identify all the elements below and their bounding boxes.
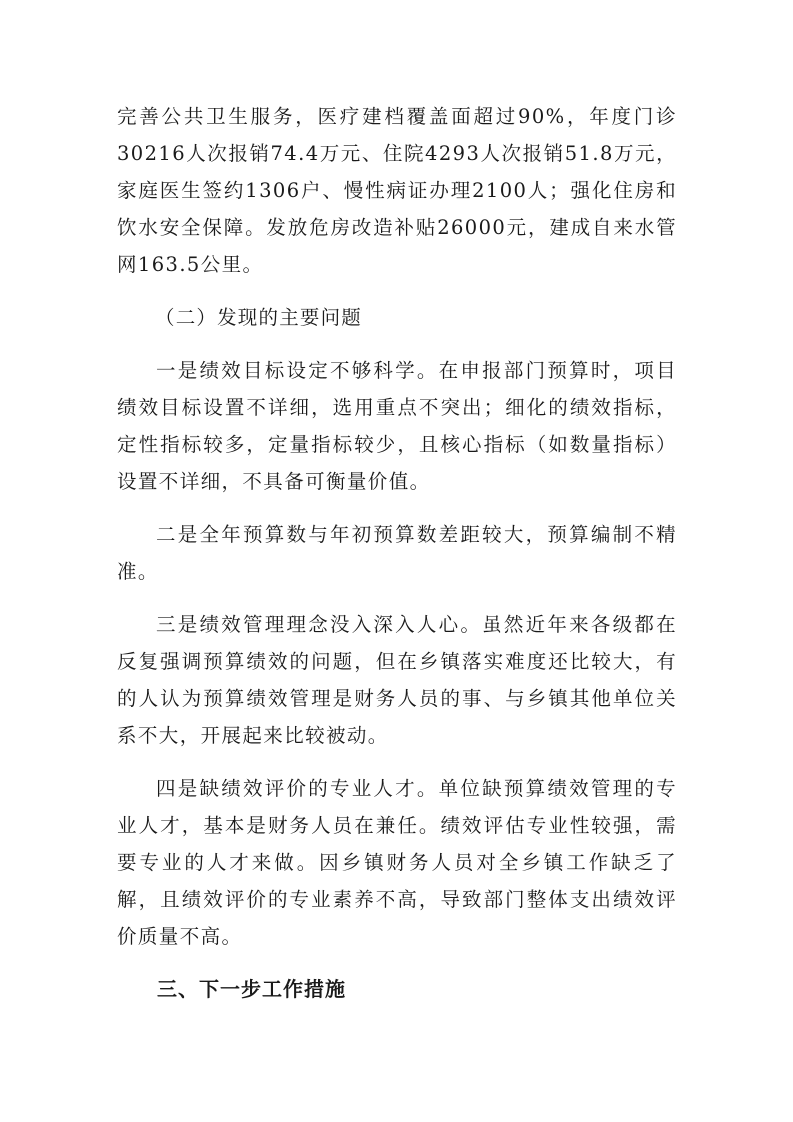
spacer <box>117 955 677 971</box>
section-heading-next-steps: 三、下一步工作措施 <box>157 977 346 1001</box>
spacer <box>117 500 677 516</box>
intro-paragraph: 完善公共卫生服务，医疗建档覆盖面超过90%，年度门诊30216人次报销74.4万元、住院4293人次报销51.8万元，家庭医生签约1306户、慢性病证办理2100人；强化住房和饮水安全保障。发放危房改造补贴26000元，建成自来水管网163.5公里。 <box>117 105 677 276</box>
spacer <box>117 336 677 352</box>
spacer <box>117 283 677 299</box>
problem-paragraph-4: 四是缺绩效评价的专业人才。单位缺预算绩效管理的专业人才，基本是财务人员在兼任。绩效评估专业性较强，需要专业的人才来做。因乡镇财务人员对全乡镇工作缺乏了解，且绩效评价的专业素养不高，导致部门整体支出绩效评价质量不高。 <box>117 777 677 948</box>
problem-paragraph-3: 三是绩效管理理念没入深入人心。虽然近年来各级都在反复强调预算绩效的问题，但在乡镇落实难度还比较大，有的人认为预算绩效管理是财务人员的事、与乡镇其他单位关系不大，开展起来比较被动。 <box>117 613 677 747</box>
problem-paragraph-1: 一是绩效目标设定不够科学。在申报部门预算时，项目绩效目标设置不详细，选用重点不突出；细化的绩效指标，定性指标较多，定量指标较少，且核心指标（如数量指标）设置不详细，不具备可衡量价值。 <box>117 359 677 493</box>
spacer <box>117 590 677 606</box>
subheading-main-problems: （二）发现的主要问题 <box>155 306 363 329</box>
spacer <box>117 754 677 770</box>
problem-paragraph-2: 二是全年预算数与年初预算数差距较大，预算编制不精准。 <box>117 523 677 583</box>
document-body <box>117 98 677 1008</box>
